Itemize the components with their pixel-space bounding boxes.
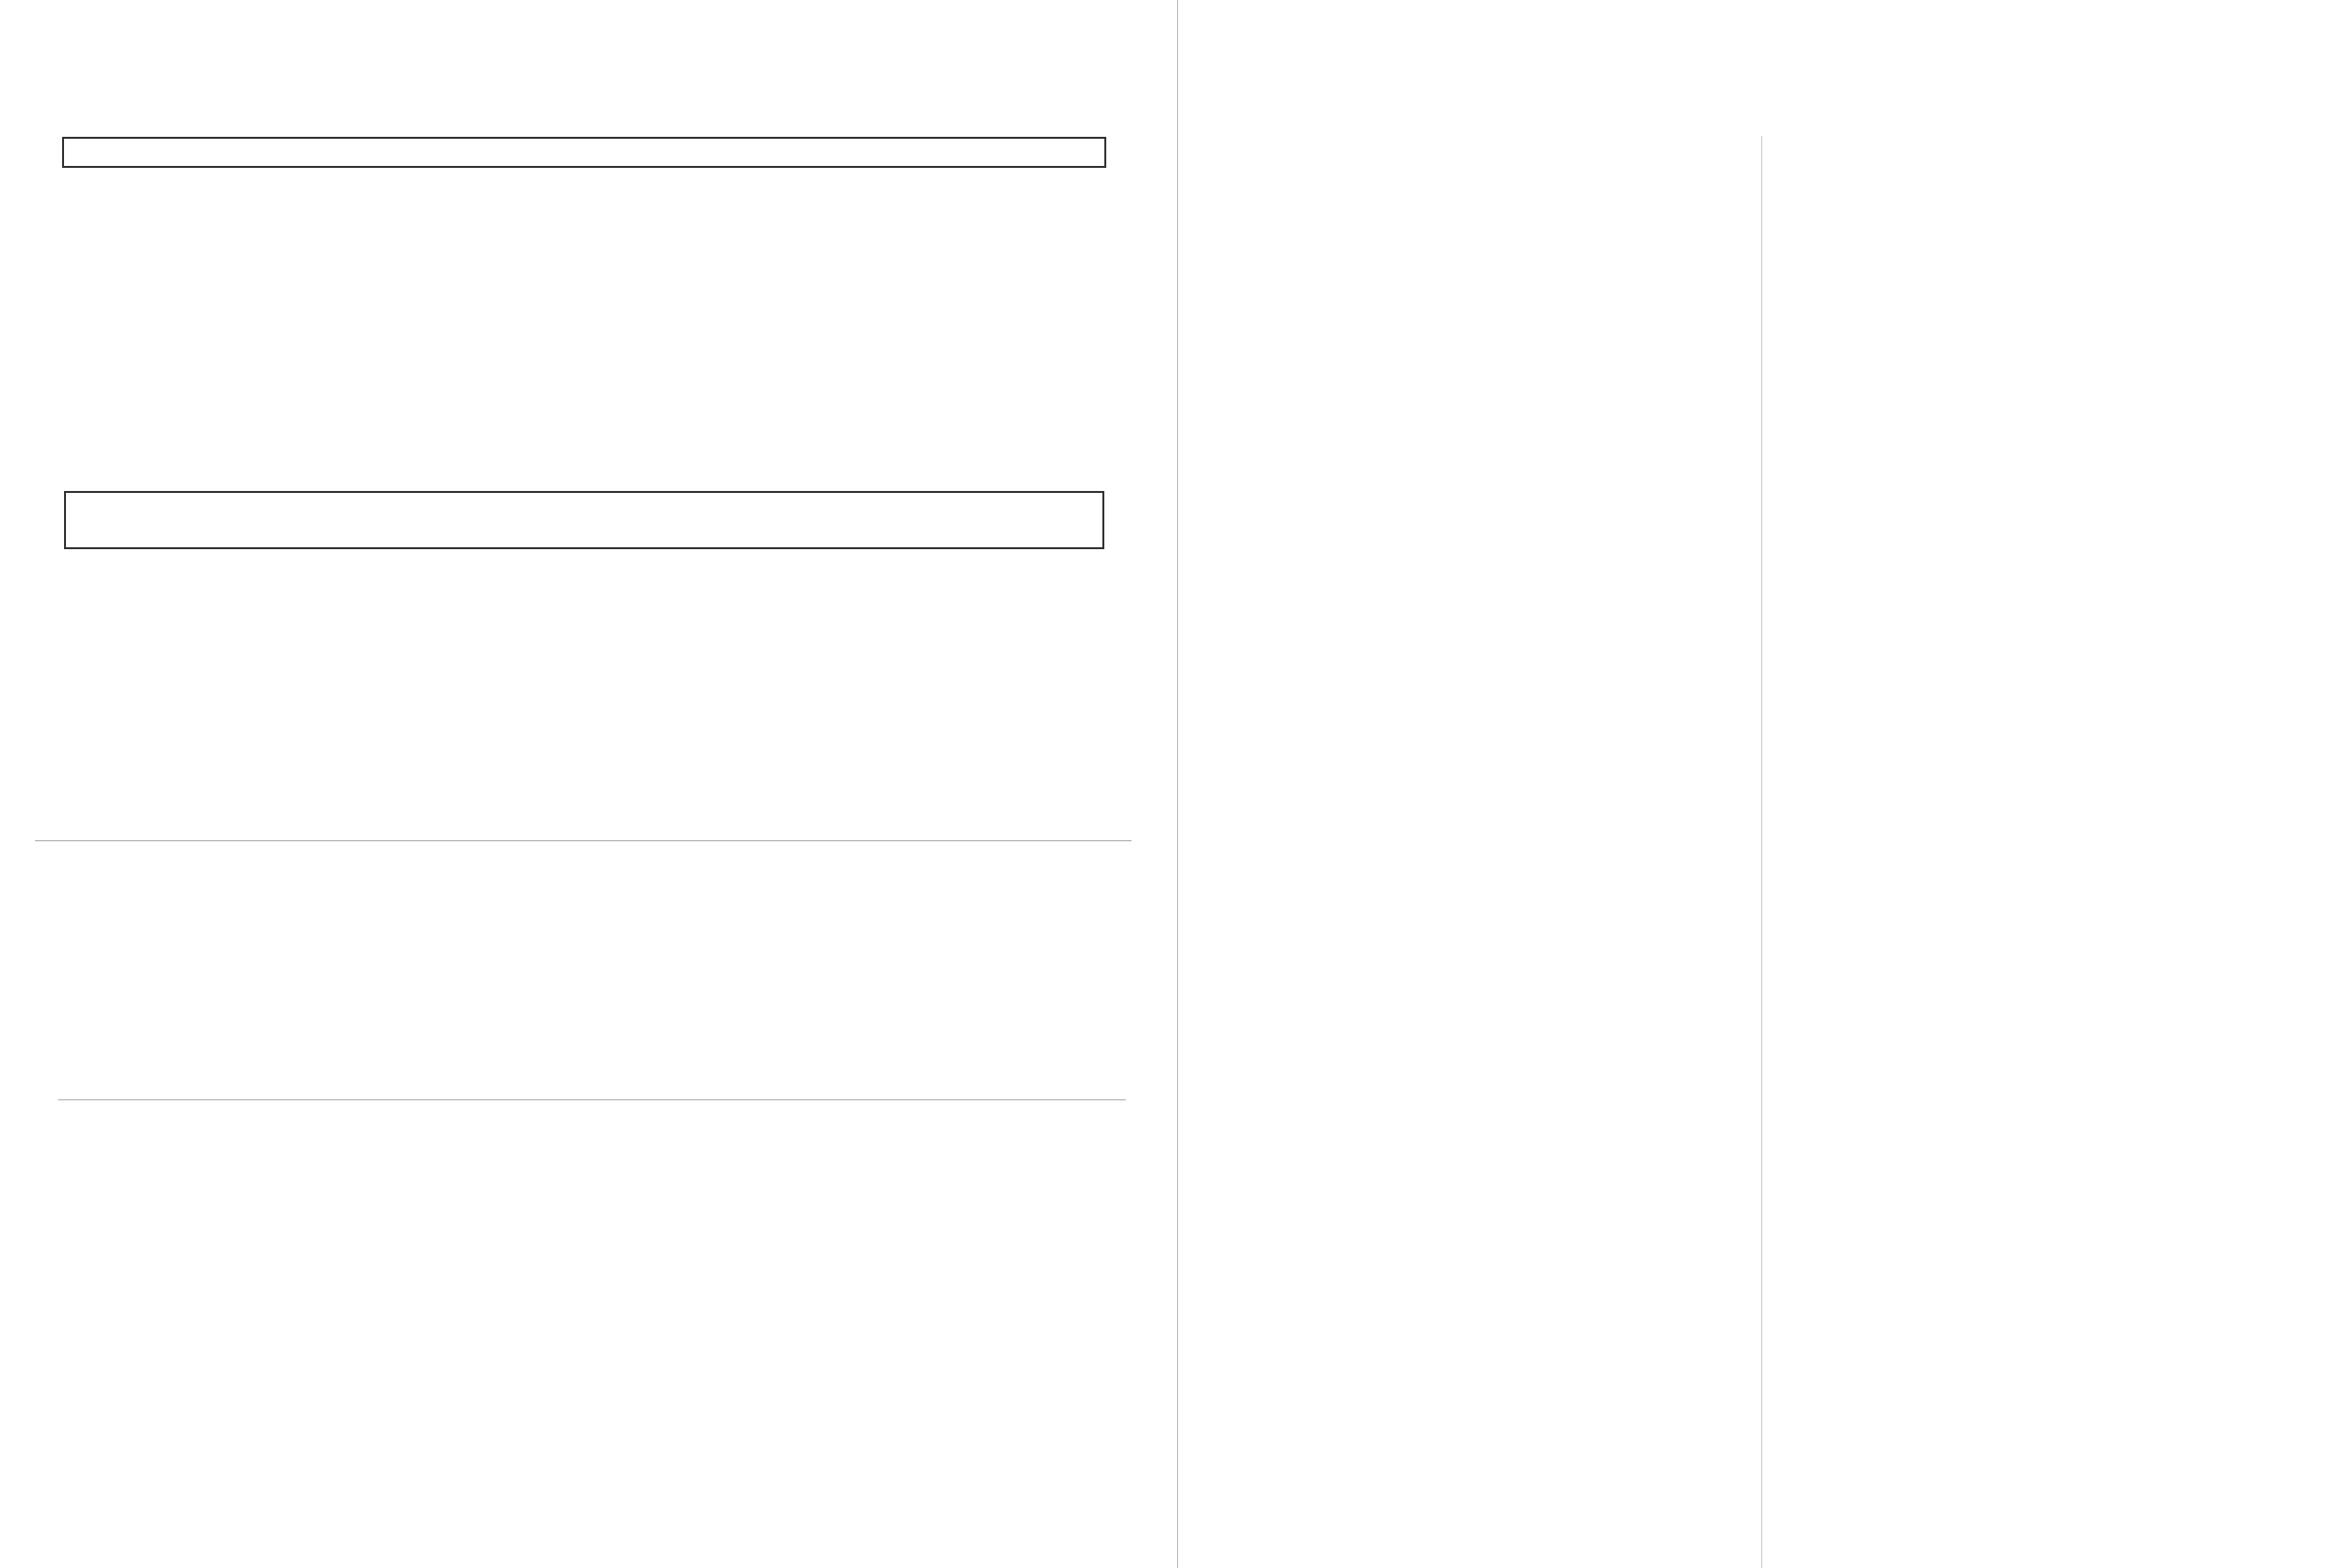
question-10 xyxy=(1755,330,2259,336)
question-8 xyxy=(1244,1337,1739,1343)
question-3 xyxy=(1232,345,1727,359)
page-divider xyxy=(1177,0,1178,1568)
section2-title xyxy=(64,491,1104,549)
question-12 xyxy=(1764,842,2249,916)
separator-line xyxy=(35,840,1132,841)
question-11 xyxy=(1755,607,2259,633)
separator-line xyxy=(58,1099,1126,1100)
section1-title xyxy=(62,137,1106,168)
question-4 xyxy=(1232,561,1727,587)
column-divider xyxy=(1761,136,1762,1568)
